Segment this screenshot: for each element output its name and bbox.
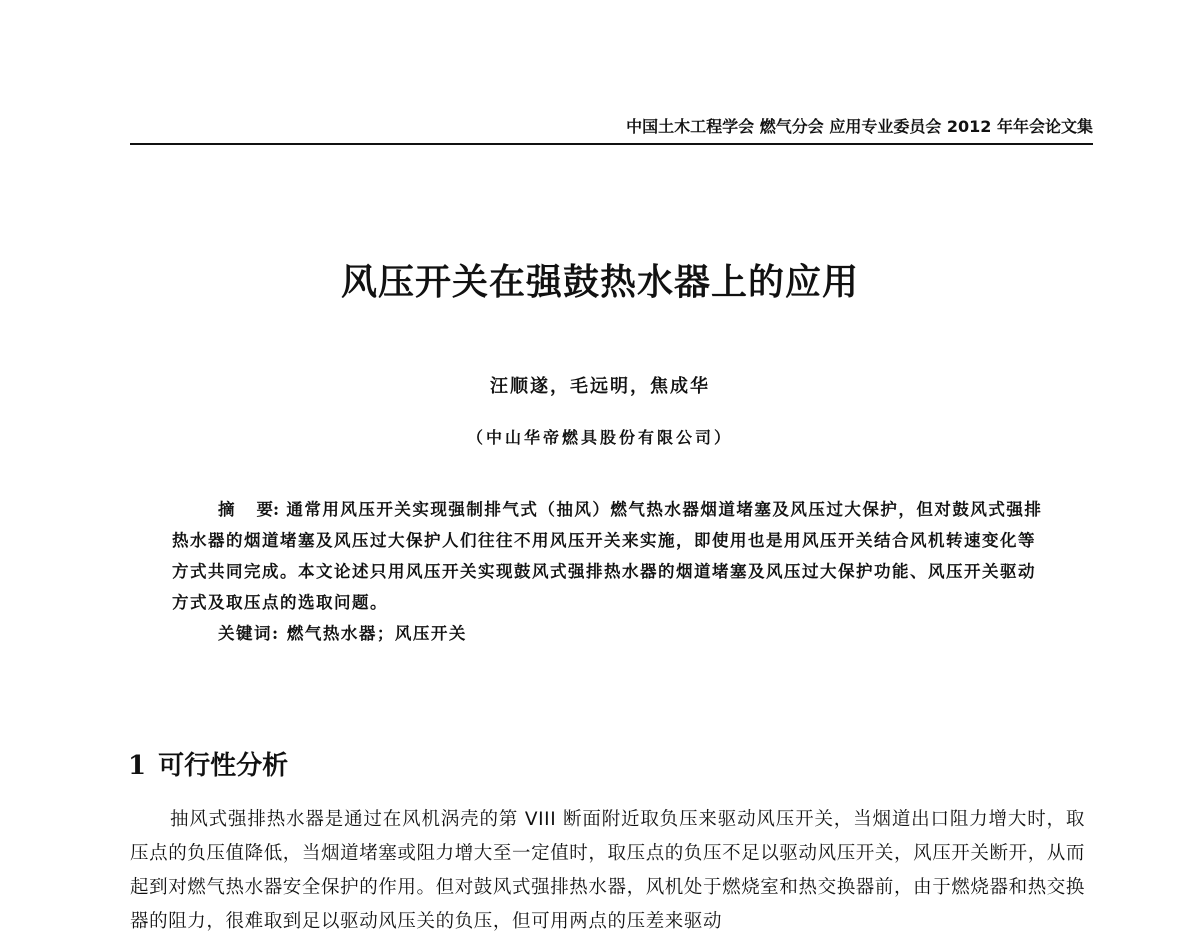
section-body <box>130 803 1085 939</box>
running-header: 中国土木工程学会 燃气分会 应用专业委员会 2012 年年会论文集 <box>626 117 1093 136</box>
header-rule <box>130 143 1093 145</box>
section-title: 可行性分析 <box>158 751 289 781</box>
keywords-text: 燃气热水器；风压开关 <box>286 624 467 643</box>
section-heading <box>128 746 288 786</box>
section-number: 1 <box>128 751 147 781</box>
abstract-label-char-2: 要 <box>256 500 273 519</box>
abstract-label-colon: : <box>273 500 280 519</box>
keywords <box>218 618 1052 649</box>
abstract-label-char-1: 摘 <box>218 500 235 519</box>
abstract-text: 通常用风压开关实现强制排气式（抽风）燃气热水器烟道堵塞及风压过大保护，但对鼓风式强排热水器的烟道堵塞及风压过大保护人们往往不用风压开关来实施，即使用也是用风压开关结合风机转速变化等方式共同完成。本文论述只用风压开关实现鼓风式强排热水器的烟道堵塞及风压过大保护功能、风压开关驱动方式及取压点的选取问题。 <box>172 500 1043 612</box>
affiliation: （中山华帝燃具股份有限公司） <box>466 428 733 447</box>
keywords-label: 关键词: <box>218 624 280 643</box>
abstract-label <box>218 500 279 519</box>
body-paragraph: 抽风式强排热水器是通过在风机涡壳的第 VIII 断面附近取负压来驱动风压开关，当烟道出口阻力增大时，取压点的负压值降低，当烟道堵塞或阻力增大至一定值时，取压点的负压不足以驱动风压开关，风压开关断开，从而起到对燃气热水器安全保护的作用。但对鼓风式强排热水器，风机处于燃烧室和热交换器前，由于燃烧器和热交换器的阻力，很难取到足以驱动风压关的负压，但可用两点的压差来驱动 <box>130 809 1086 932</box>
authors: 汪顺遂，毛远明，焦成华 <box>490 376 710 397</box>
abstract-paragraph <box>172 494 1052 618</box>
abstract <box>172 494 1052 649</box>
paper-title: 风压开关在强鼓热水器上的应用 <box>340 262 859 303</box>
